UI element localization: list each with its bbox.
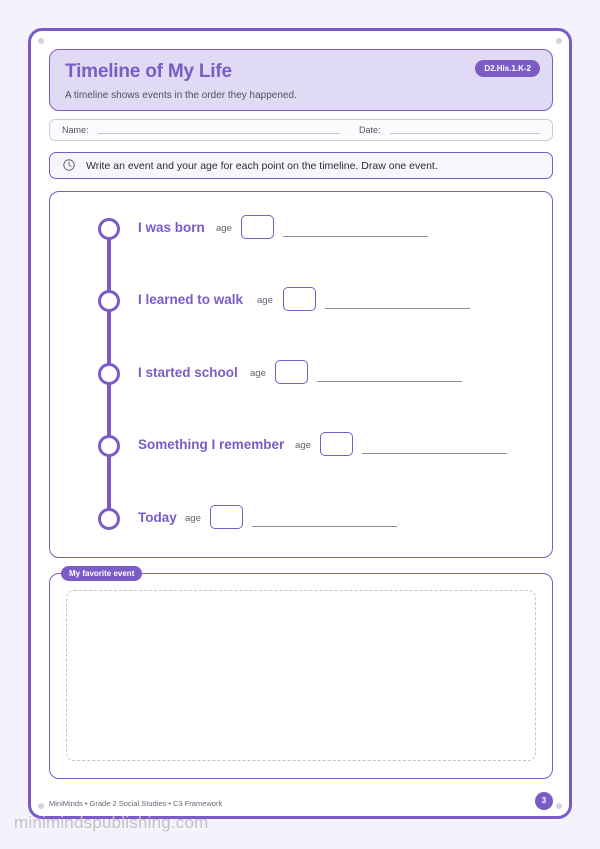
age-label: age — [257, 295, 273, 306]
event-label: Something I remember — [138, 437, 285, 452]
event-label: I learned to walk — [138, 292, 244, 307]
drawing-area[interactable] — [66, 590, 536, 761]
name-label: Name: — [62, 125, 89, 135]
corner-dot — [38, 803, 44, 809]
age-label: age — [216, 223, 232, 234]
timeline-event — [50, 430, 552, 460]
timeline-dot — [98, 290, 120, 312]
age-input-box[interactable] — [275, 360, 308, 384]
event-write-line[interactable] — [283, 236, 428, 237]
footer-text: MiniMinds • Grade 2 Social Studies • C3 Framework — [49, 799, 223, 808]
page-number: 3 — [535, 792, 553, 810]
page-subtitle: A timeline shows events in the order they happened. — [65, 90, 297, 101]
date-write-line[interactable] — [390, 133, 540, 134]
event-label: Today — [138, 510, 177, 525]
event-write-line[interactable] — [252, 526, 397, 527]
event-write-line[interactable] — [325, 308, 470, 309]
timeline-event — [50, 503, 552, 533]
corner-dot — [556, 803, 562, 809]
favorite-event-panel — [49, 569, 553, 779]
favorite-event-tag: My favorite event — [61, 566, 142, 581]
timeline-dot — [98, 508, 120, 530]
event-label: I was born — [138, 220, 205, 235]
clock-icon — [63, 159, 75, 171]
corner-dot — [38, 38, 44, 44]
worksheet-page — [28, 28, 572, 819]
timeline-event — [50, 358, 552, 388]
watermark: minimindspublishing.com — [14, 813, 209, 832]
instruction-bar — [49, 152, 553, 179]
timeline-dot — [98, 435, 120, 457]
header-banner — [49, 49, 553, 111]
event-label: I started school — [138, 365, 238, 380]
page-title: Timeline of My Life — [65, 61, 232, 82]
date-label: Date: — [359, 125, 381, 135]
age-input-box[interactable] — [241, 215, 274, 239]
timeline-event — [50, 285, 552, 315]
instruction-text: Write an event and your age for each point on the timeline. Draw one event. — [86, 160, 438, 172]
age-input-box[interactable] — [210, 505, 243, 529]
timeline-event — [50, 213, 552, 243]
corner-dot — [556, 38, 562, 44]
age-input-box[interactable] — [320, 432, 353, 456]
age-label: age — [185, 513, 201, 524]
age-label: age — [250, 368, 266, 379]
standard-code-badge: D2.His.1.K-2 — [475, 60, 540, 77]
name-write-line[interactable] — [98, 133, 340, 134]
timeline-dot — [98, 363, 120, 385]
timeline-dot — [98, 218, 120, 240]
age-input-box[interactable] — [283, 287, 316, 311]
event-write-line[interactable] — [317, 381, 462, 382]
event-write-line[interactable] — [362, 453, 507, 454]
age-label: age — [295, 440, 311, 451]
timeline-panel — [49, 191, 553, 558]
name-date-bar — [49, 119, 553, 141]
